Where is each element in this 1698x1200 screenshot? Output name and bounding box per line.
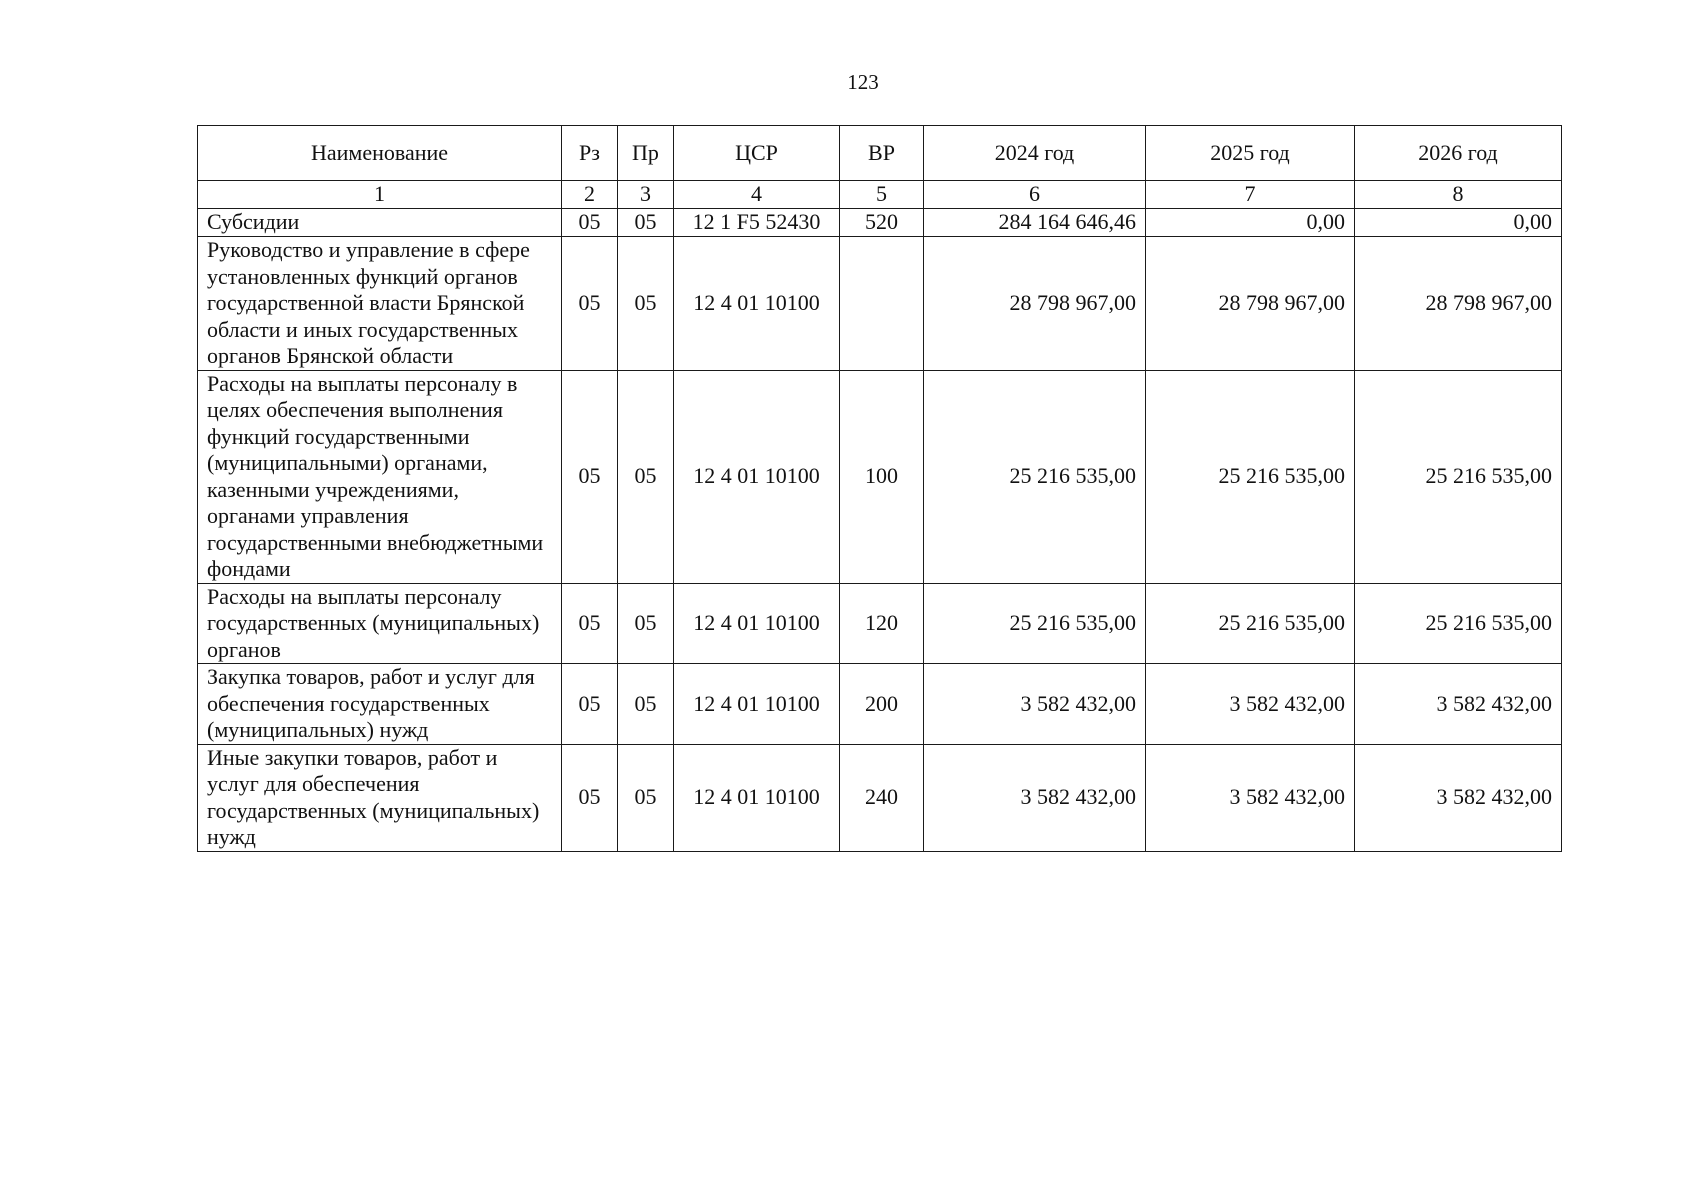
- row-csr: 12 1 F5 52430: [674, 209, 840, 237]
- header-csr: ЦСР: [674, 126, 840, 181]
- row-amount-2025: 28 798 967,00: [1146, 237, 1355, 371]
- header-pr: Пр: [618, 126, 674, 181]
- row-amount-2025: 3 582 432,00: [1146, 744, 1355, 851]
- row-amount-2024: 284 164 646,46: [924, 209, 1146, 237]
- header-name: Наименование: [198, 126, 562, 181]
- table-row: [198, 209, 1562, 237]
- row-csr: 12 4 01 10100: [674, 583, 840, 664]
- column-number: 2: [562, 181, 618, 209]
- row-vr: 100: [840, 370, 924, 583]
- column-number: 3: [618, 181, 674, 209]
- row-amount-2026: 0,00: [1355, 209, 1562, 237]
- row-amount-2026: 3 582 432,00: [1355, 664, 1562, 745]
- table-row: [198, 237, 1562, 371]
- row-amount-2026: 25 216 535,00: [1355, 583, 1562, 664]
- header-rz: Рз: [562, 126, 618, 181]
- header-2026: 2026 год: [1355, 126, 1562, 181]
- table-row: [198, 370, 1562, 583]
- row-amount-2024: 25 216 535,00: [924, 583, 1146, 664]
- row-rz: 05: [562, 370, 618, 583]
- row-pr: 05: [618, 583, 674, 664]
- column-number-row: [198, 181, 1562, 209]
- budget-table: [197, 125, 1562, 852]
- header-2025: 2025 год: [1146, 126, 1355, 181]
- row-pr: 05: [618, 370, 674, 583]
- row-name: Закупка товаров, работ и услуг для обеспечения государственных (муниципальных) нужд: [198, 664, 562, 745]
- row-amount-2024: 3 582 432,00: [924, 744, 1146, 851]
- row-amount-2025: 25 216 535,00: [1146, 370, 1355, 583]
- row-amount-2024: 3 582 432,00: [924, 664, 1146, 745]
- row-vr: 240: [840, 744, 924, 851]
- column-number: 7: [1146, 181, 1355, 209]
- row-amount-2026: 3 582 432,00: [1355, 744, 1562, 851]
- row-rz: 05: [562, 744, 618, 851]
- row-pr: 05: [618, 744, 674, 851]
- table-row: [198, 744, 1562, 851]
- row-name: Субсидии: [198, 209, 562, 237]
- row-rz: 05: [562, 583, 618, 664]
- row-name: Расходы на выплаты персоналу государственных (муниципальных) органов: [198, 583, 562, 664]
- row-rz: 05: [562, 664, 618, 745]
- row-rz: 05: [562, 237, 618, 371]
- table-row: [198, 664, 1562, 745]
- row-amount-2026: 28 798 967,00: [1355, 237, 1562, 371]
- row-vr: [840, 237, 924, 371]
- row-name: Расходы на выплаты персоналу в целях обеспечения выполнения функций государственными (муниципальными) органами, казенными учреждениями, органами управления государственными внебюджетными фондами: [198, 370, 562, 583]
- row-amount-2025: 25 216 535,00: [1146, 583, 1355, 664]
- row-name: Иные закупки товаров, работ и услуг для обеспечения государственных (муниципальных) нужд: [198, 744, 562, 851]
- row-amount-2025: 0,00: [1146, 209, 1355, 237]
- row-amount-2024: 28 798 967,00: [924, 237, 1146, 371]
- row-pr: 05: [618, 664, 674, 745]
- column-number: 6: [924, 181, 1146, 209]
- table-row: [198, 583, 1562, 664]
- row-csr: 12 4 01 10100: [674, 744, 840, 851]
- row-amount-2024: 25 216 535,00: [924, 370, 1146, 583]
- row-pr: 05: [618, 237, 674, 371]
- row-csr: 12 4 01 10100: [674, 664, 840, 745]
- row-csr: 12 4 01 10100: [674, 370, 840, 583]
- header-vr: ВР: [840, 126, 924, 181]
- row-rz: 05: [562, 209, 618, 237]
- column-number: 8: [1355, 181, 1562, 209]
- column-number: 4: [674, 181, 840, 209]
- column-number: 1: [198, 181, 562, 209]
- row-vr: 200: [840, 664, 924, 745]
- column-number: 5: [840, 181, 924, 209]
- row-vr: 520: [840, 209, 924, 237]
- row-amount-2025: 3 582 432,00: [1146, 664, 1355, 745]
- row-csr: 12 4 01 10100: [674, 237, 840, 371]
- row-name: Руководство и управление в сфере установленных функций органов государственной власти Брянской области и иных государственных органов Брянской области: [198, 237, 562, 371]
- row-pr: 05: [618, 209, 674, 237]
- page-number: 123: [847, 70, 879, 94]
- row-vr: 120: [840, 583, 924, 664]
- header-row: [198, 126, 1562, 181]
- header-2024: 2024 год: [924, 126, 1146, 181]
- row-amount-2026: 25 216 535,00: [1355, 370, 1562, 583]
